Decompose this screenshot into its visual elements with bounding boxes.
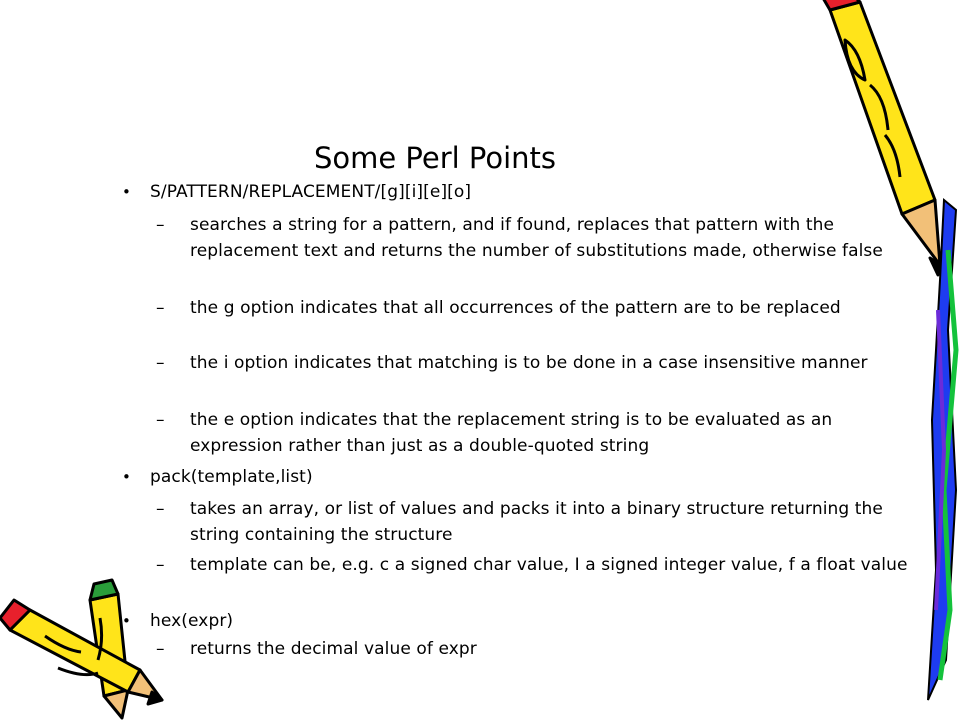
bullet-text: pack(template,list) [150, 467, 313, 487]
sub-item [156, 496, 915, 548]
sub-item [156, 295, 915, 321]
dash-marker: – [156, 499, 165, 519]
sub-text: returns the decimal value of expr [190, 639, 477, 659]
sub-item [156, 212, 915, 264]
dash-marker: – [156, 298, 165, 318]
slide-title: Some Perl Points [313, 141, 557, 175]
sub-text: searches a string for a pattern, and if found, replaces that pattern with the replacement text and returns the number of substitutions made, otherwise false [190, 215, 883, 261]
dash-marker: – [156, 410, 165, 430]
sub-text: takes an array, or list of values and packs it into a binary structure returning the string containing the structure [190, 499, 883, 545]
bullet-item [122, 608, 234, 634]
sub-item [156, 407, 915, 459]
bullet-text: S/PATTERN/REPLACEMENT/[g][i][e][o] [150, 182, 472, 202]
dash-marker: – [156, 215, 165, 235]
dash-marker: – [156, 639, 165, 659]
sub-item [156, 636, 915, 662]
bullet-marker: • [122, 468, 131, 486]
sub-text: template can be, e.g. c a signed char value, I a signed integer value, f a float value [190, 555, 908, 575]
dash-marker: – [156, 353, 165, 373]
bullet-marker: • [122, 612, 131, 630]
bullet-item [122, 179, 472, 205]
dash-marker: – [156, 555, 165, 575]
sub-text: the i option indicates that matching is to be done in a case insensitive manner [190, 353, 868, 373]
sub-item [156, 350, 915, 376]
sub-text: the g option indicates that all occurrences of the pattern are to be replaced [190, 298, 841, 318]
sub-item [156, 552, 915, 578]
sub-text: the e option indicates that the replacement string is to be evaluated as an expression rather than just as a double-quoted string [190, 410, 833, 456]
bullet-marker: • [122, 183, 131, 201]
bullet-text: hex(expr) [150, 611, 234, 631]
bullet-item [122, 464, 313, 490]
